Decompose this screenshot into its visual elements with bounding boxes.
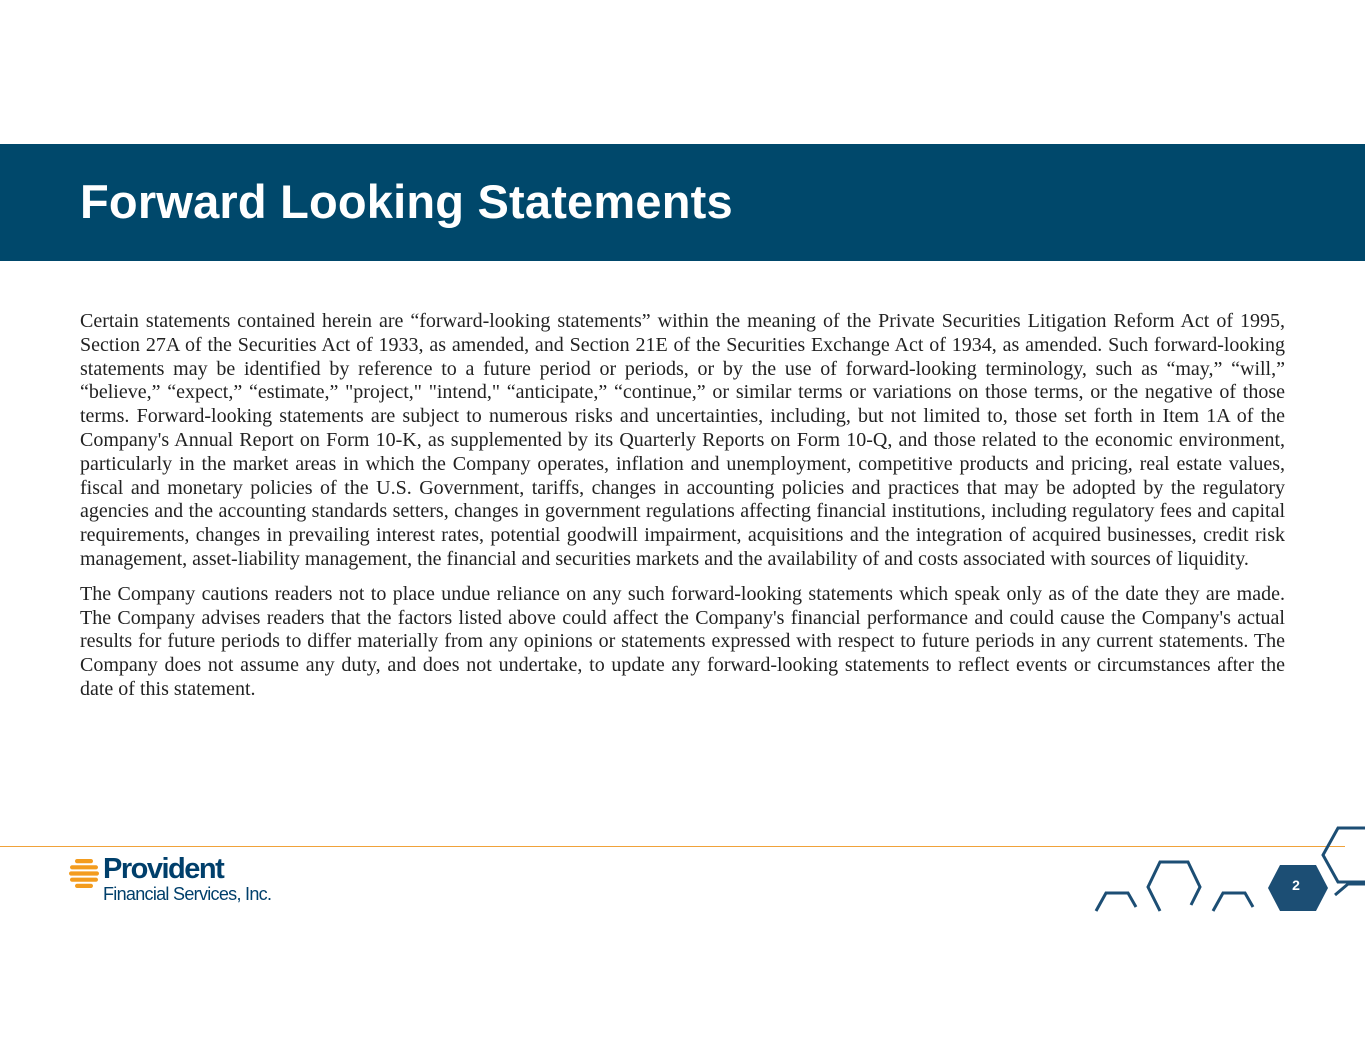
- page-number: 2: [1292, 877, 1300, 893]
- body-text: [80, 310, 1285, 713]
- provident-logo-mark-icon: [69, 859, 101, 889]
- paragraph-forward-looking: Certain statements contained herein are “forward-looking statements” within the meaning of the Private Securities Litigation Reform Act of 1995, Section 27A of the Securities Act of 1933, as amended, and Section 21E of the Securities Exchange Act of 1934, as amended. Such forward-looking statements may be identified by reference to a future period or periods, or by the use of forward-looking terminology, such as “may,” “will,” “believe,” “expect,” “estimate,” "project," "intend," “anticipate,” “continue,” or similar terms or variations on those terms, or the negative of those terms. Forward-looking statements are subject to numerous risks and uncertainties, including, but not limited to, those set forth in Item 1A of the Company's Annual Report on Form 10-K, as supplemented by its Quarterly Reports on Form 10-Q, and those related to the economic environment, particularly in the market areas in which the Company operates, inflation and unemployment, competitive products and pricing, real estate values, fiscal and monetary policies of the U.S. Government, tariffs, changes in accounting policies and practices that may be adopted by the regulatory agencies and the accounting standards setters, changes in government regulations affecting financial institutions, including regulatory fees and capital requirements, changes in prevailing interest rates, potential goodwill impairment, acquisitions and the integration of acquired businesses, credit risk management, asset-liability management, the financial and securities markets and the availability of and costs associated with sources of liquidity.: [80, 310, 1285, 570]
- slide-title: Forward Looking Statements: [80, 175, 733, 228]
- logo-name: Provident: [103, 853, 224, 885]
- logo-subtitle: Financial Services, Inc.: [103, 884, 272, 904]
- hexagon-pattern-icon: [1090, 825, 1365, 915]
- company-logo: [69, 853, 309, 909]
- paragraph-caution: The Company cautions readers not to place undue reliance on any such forward-looking statements which speak only as of the date they are made. The Company advises readers that the factors listed above could affect the Company's financial performance and could cause the Company's actual results for future periods to differ materially from any opinions or statements expressed with respect to future periods in any current statements. The Company does not assume any duty, and does not undertake, to update any forward-looking statements to reflect events or circumstances after the date of this statement.: [80, 582, 1285, 700]
